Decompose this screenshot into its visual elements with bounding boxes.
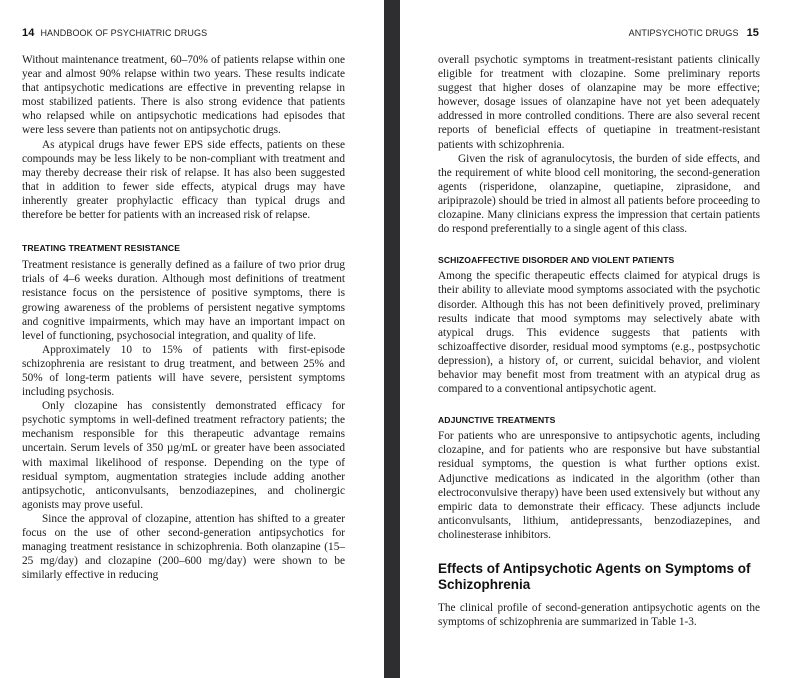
book-spine-gutter — [384, 0, 400, 678]
left-text-column — [22, 53, 345, 582]
body-paragraph: For patients who are unresponsive to antipsychotic agents, including clozapine, and for patients who are responsive but have substantial residual symptoms, the question is what further options exist. Adjunctive medications as indicated in the algorithm (other than electroconvulsive therapy) have been used extensively but without any empiric data to demonstrate their efficacy. These adjuncts include anticonvulsants, lithium, antidepressants, benzodiazepines, and cholinesterase inhibitors. — [438, 430, 760, 541]
subheading-schizoaffective: SCHIZOAFFECTIVE DISORDER AND VIOLENT PATIENTS — [438, 255, 675, 266]
section-heading-effects: Effects of Antipsychotic Agents on Symptoms of Schizophrenia — [438, 561, 751, 592]
body-paragraph: Among the specific therapeutic effects claimed for atypical drugs is their ability to alleviate mood symptoms associated with the psychotic disorder. Although this has not been definitively proved, preliminary results indicate that mood symptoms may selectively abate with atypical drugs. This evidence suggests that patients with schizoaffective disorder, residual mood symptoms (e.g., postpsychotic depression), a history of, or current, suicidal behavior, and violent behavior may benefit most from treatment with an atypical drug as compared to a conventional antipsychotic agent. — [438, 270, 760, 396]
right-running-head — [629, 27, 759, 39]
subheading-treating-resistance: TREATING TREATMENT RESISTANCE — [22, 243, 181, 254]
body-paragraph: Given the risk of agranulocytosis, the burden of side effects, and the requirement of white blood cell monitoring, the second-generation agents (risperidone, olanzapine, quetiapine, ziprasidone, and aripiprazole) should be tried in almost all patients before proceeding to clozapine. Many clinicians express the impression that certain patients do respond preferentially to a single agent of this class. — [438, 152, 760, 236]
left-running-head — [22, 27, 207, 39]
right-page-number: 15 — [746, 27, 759, 39]
right-running-head-title: ANTIPSYCHOTIC DRUGS — [628, 28, 739, 38]
body-paragraph: As atypical drugs have fewer EPS side effects, patients on these compounds may be less likely to be non-compliant with treatment and may thereby decrease their risk of relapse. It has also been suggested that in addition to fewer side effects, atypical drugs may have inherently greater prophylactic efficacy than typical drugs and therefore be better for patients with an increased risk of relapse. — [22, 138, 345, 222]
body-paragraph: Approximately 10 to 15% of patients with first-episode schizophrenia are resistant to drug treatment, and between 25% and 50% of long-term patients will have severe, persistent symptoms including psychosis. — [22, 343, 345, 399]
left-running-head-title: HANDBOOK OF PSYCHIATRIC DRUGS — [40, 28, 208, 38]
body-paragraph: overall psychotic symptoms in treatment-resistant patients clinically eligible for treatment with clozapine. Some preliminary reports suggest that higher doses of olanzapine may be more effective; however, dosage issues of olanzapine have not yet been adequately addressed in more controlled conditions. There are also several recent reports of beneficial effects of quetiapine in treatment-resistant patients with schizophrenia. — [438, 54, 760, 151]
right-page — [400, 0, 793, 678]
body-paragraph: Since the approval of clozapine, attention has shifted to a greater focus on the use of other second-generation antipsychotics for managing treatment resistance in schizophrenia. Both olanzapine (15–25 mg/day) and clozapine (200–600 mg/day) were shown to be similarly effective in reducing — [22, 512, 345, 582]
body-paragraph: The clinical profile of second-generation antipsychotic agents on the symptoms of schizophrenia are summarized in Table 1-3. — [438, 602, 760, 629]
left-page — [0, 0, 384, 678]
body-paragraph: Only clozapine has consistently demonstrated efficacy for psychotic symptoms in well-defined treatment refractory patients; the mechanism responsible for this therapeutic advantage remains uncertain. Serum levels of 350 µg/mL or greater have been associated with maximal likelihood of response. Depending on the type of residual symptom, augmentation strategies include adding another antipsychotic, anticonvulsants, benzodiazepines, and cholinergic agonists may prove useful. — [22, 400, 345, 511]
left-page-number: 14 — [22, 27, 35, 39]
body-paragraph: Treatment resistance is generally defined as a failure of two prior drug trials of 4–6 weeks duration. Although most definitions of treatment resistance focus on the persistence of positive symptoms, there is growing awareness of the problems of persistent negative symptoms and cognitive impairments, which may have an important impact on level of functioning, psychosocial integration, and quality of life. — [22, 259, 345, 342]
right-text-column — [438, 53, 760, 629]
subheading-adjunctive: ADJUNCTIVE TREATMENTS — [438, 415, 556, 426]
body-paragraph: Without maintenance treatment, 60–70% of patients relapse within one year and almost 90% relapse within two years. These results indicate that antipsychotic medications are effective in preventing relapse in most stabilized patients. There is also strong evidence that patients who relapsed while on antipsychotic medications had episodes that were less severe than patients not on antipsychotic drugs. — [22, 54, 345, 137]
